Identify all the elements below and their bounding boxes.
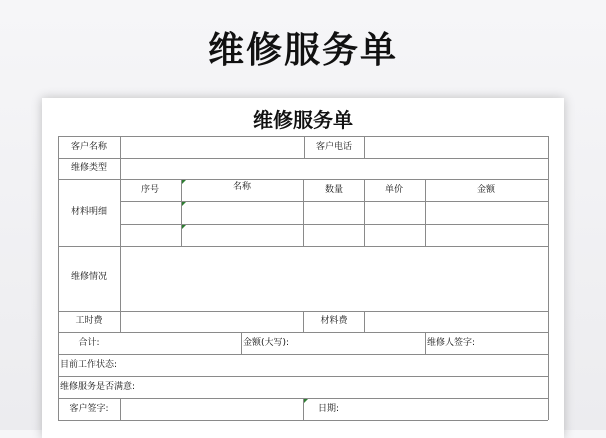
cell-marker	[304, 399, 308, 403]
grid-line	[303, 311, 304, 332]
labor-fee-label: 工时费	[75, 316, 103, 326]
repair-status-field[interactable]	[121, 247, 547, 311]
customer-phone-label: 客户电话	[315, 142, 353, 152]
grid-line	[120, 398, 121, 420]
grid-line	[425, 179, 426, 246]
repairer-sign-label: 维修人签字:	[427, 338, 476, 348]
customer-phone-field[interactable]	[365, 137, 547, 158]
column-header-unit-price: 单价	[384, 185, 404, 195]
grid-line	[241, 332, 242, 354]
grid-line	[304, 136, 305, 158]
form-title: 维修服务单	[253, 108, 353, 132]
grid-line	[58, 376, 548, 377]
banner-title: 维修服务单	[207, 30, 398, 71]
grid-line	[425, 332, 426, 354]
repair-status-label: 维修情况	[70, 272, 108, 282]
amount-upper-label: 金额(大写):	[243, 338, 290, 348]
column-header-amount: 金额	[476, 185, 496, 195]
cell-marker	[182, 180, 186, 184]
materials-label: 材料明细	[70, 207, 108, 217]
satisfaction-label: 维修服务是否满意:	[60, 382, 136, 392]
date-label: 日期:	[318, 404, 340, 414]
cell-marker	[182, 225, 186, 229]
grid-line	[364, 311, 365, 332]
current-work-status-label: 目前工作状态:	[60, 360, 118, 370]
column-header-index: 序号	[140, 185, 160, 195]
grid-line	[181, 179, 182, 246]
grid-line	[58, 420, 548, 421]
cell-marker	[182, 202, 186, 206]
customer-name-label: 客户名称	[70, 142, 108, 152]
grid-line	[303, 179, 304, 246]
total-label: 合计:	[78, 338, 100, 348]
grid-line	[364, 179, 365, 246]
repair-service-form	[42, 98, 564, 438]
customer-name-field[interactable]	[121, 137, 303, 158]
column-header-name: 名称	[232, 182, 252, 192]
repair-type-field[interactable]	[121, 159, 547, 179]
material-fee-label: 材料费	[320, 316, 348, 326]
repair-type-label: 维修类型	[70, 163, 108, 173]
grid-line	[58, 354, 548, 355]
grid-line	[548, 136, 549, 420]
column-header-quantity: 数量	[324, 185, 344, 195]
grid-line	[58, 136, 59, 420]
customer-sign-label: 客户签字:	[69, 404, 109, 414]
grid-line	[58, 332, 548, 333]
